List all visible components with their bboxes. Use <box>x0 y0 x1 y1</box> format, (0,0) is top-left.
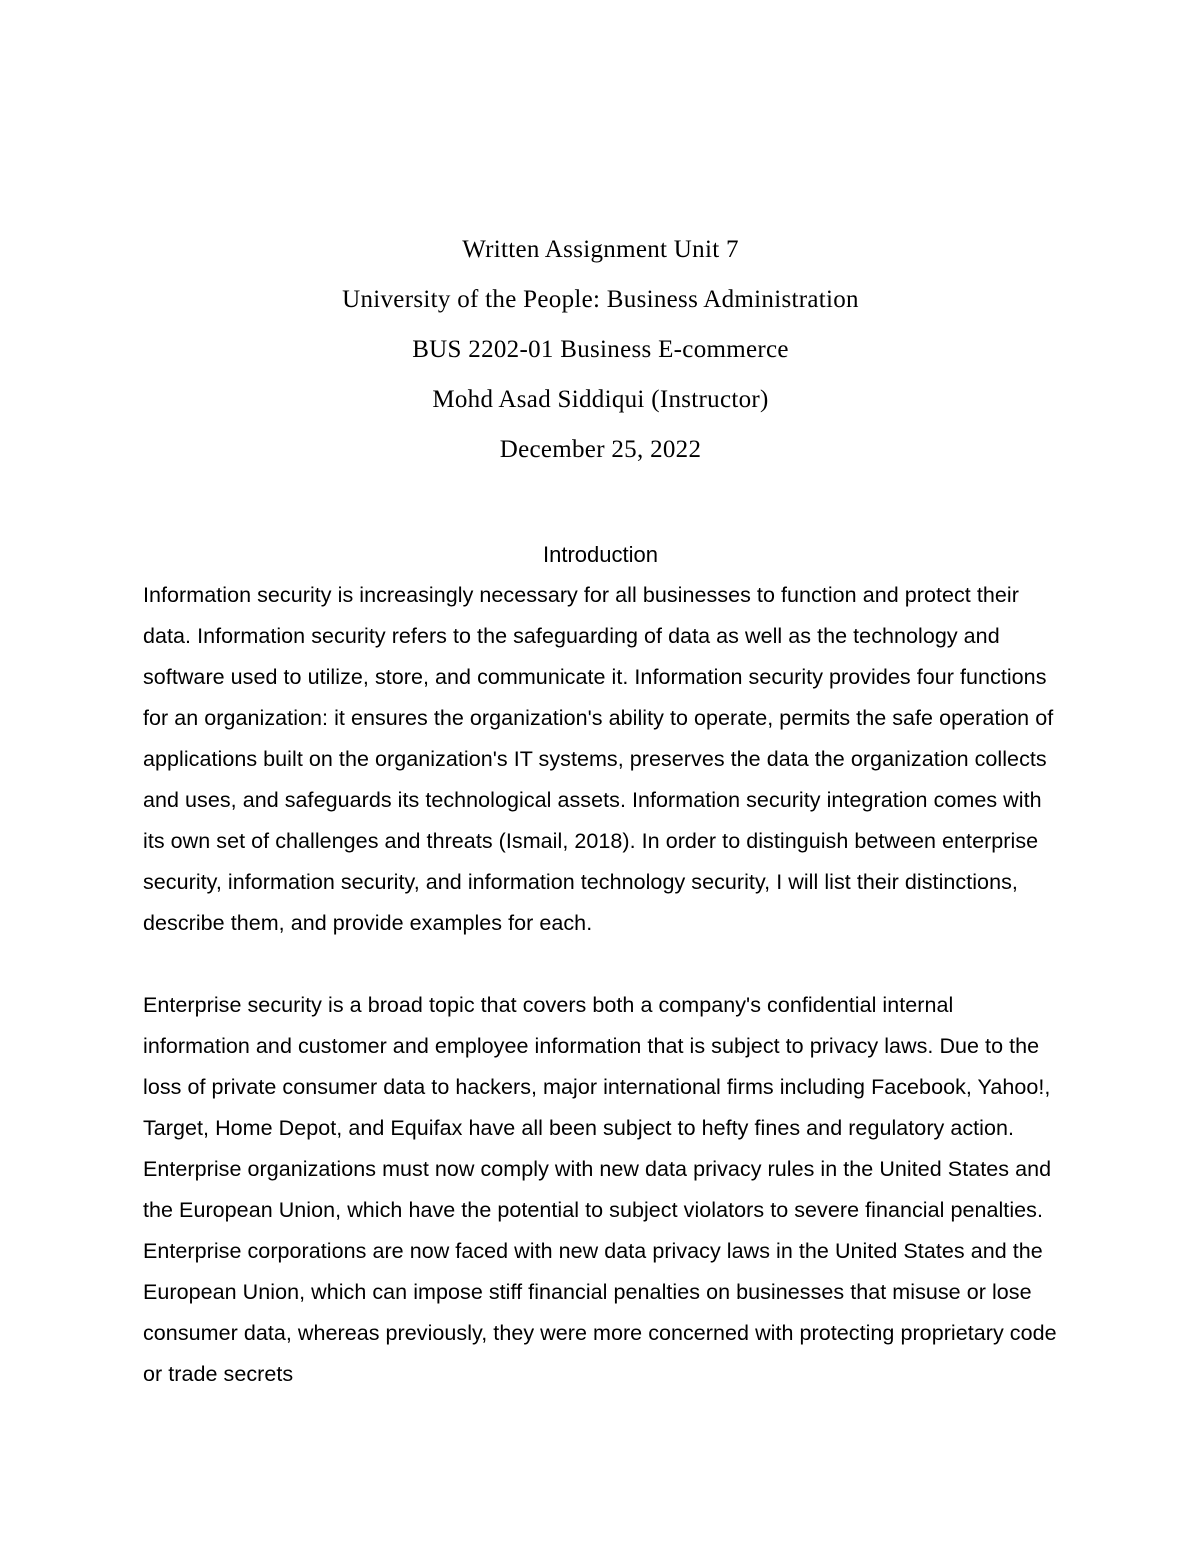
paragraph-spacer <box>143 944 1058 985</box>
paragraph-2: Enterprise security is a broad topic that covers both a company's confidential internal information and customer and employee information that is subject to privacy laws. Due to the loss of private consumer data to hackers, major international firms including Facebook, Yahoo!, Target, Home Depot, and Equifax have all been subject to hefty fines and regulatory action. Enterprise organizations must now comply with new data privacy rules in the United States and the European Union, which have the potential to subject violators to severe financial penalties. Enterprise corporations are now faced with new data privacy laws in the United States and the European Union, which can impose stiff financial penalties on businesses that misuse or lose consumer data, whereas previously, they were more concerned with protecting proprietary code or trade secrets <box>143 993 1057 1386</box>
title-block <box>143 225 1058 475</box>
paragraph-1: Information security is increasingly necessary for all businesses to function and protect their data. Information security refers to the safeguarding of data as well as the technology and software used to utilize, store, and communicate it. Information security provides four functions for an organization: it ensures the organization's ability to operate, permits the safe operation of applications built on the organization's IT systems, preserves the data the organization collects and uses, and safeguards its technological assets. Information security integration comes with its own set of challenges and threats (Ismail, 2018). In order to distinguish between enterprise security, information security, and information technology security, I will list their distinctions, describe them, and provide examples for each. <box>143 583 1054 935</box>
document-content <box>143 225 1058 1395</box>
title-line-instructor: Mohd Asad Siddiqui (Instructor) <box>432 386 769 413</box>
section-heading-introduction: Introduction <box>543 542 658 567</box>
title-line-assignment: Written Assignment Unit 7 <box>462 236 739 263</box>
title-line-date: December 25, 2022 <box>499 436 702 463</box>
title-line-course: BUS 2202-01 Business E-commerce <box>412 336 789 363</box>
title-line-university: University of the People: Business Administration <box>342 286 859 313</box>
